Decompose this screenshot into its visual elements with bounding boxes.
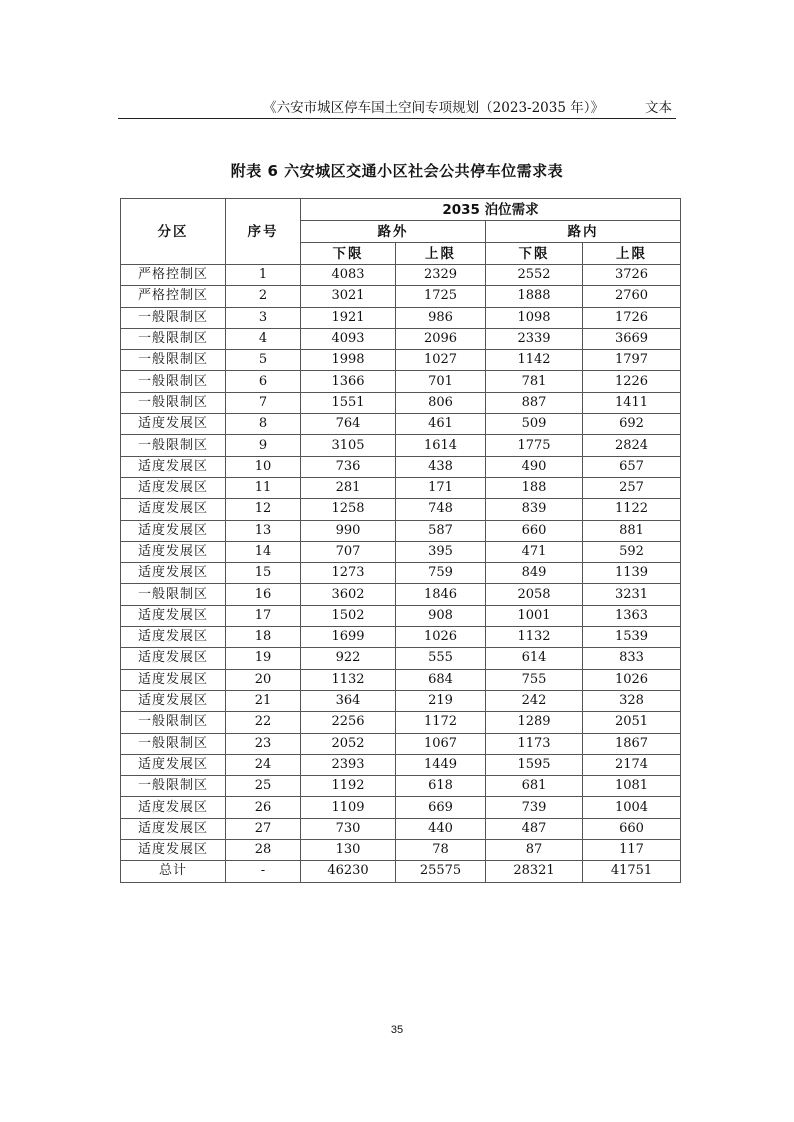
cell-offroad-lower: 3105 <box>301 435 396 456</box>
cell-onroad-lower: 1595 <box>486 754 583 775</box>
cell-index: 9 <box>226 435 301 456</box>
cell-zone: 适度发展区 <box>121 754 226 775</box>
cell-index: 13 <box>226 520 301 541</box>
cell-offroad-upper: 748 <box>396 499 486 520</box>
cell-zone: 适度发展区 <box>121 648 226 669</box>
cell-onroad-lower: 739 <box>486 797 583 818</box>
cell-index: 3 <box>226 307 301 328</box>
cell-zone: 适度发展区 <box>121 499 226 520</box>
page-number: 35 <box>390 1024 404 1036</box>
cell-zone: 一般限制区 <box>121 307 226 328</box>
cell-onroad-upper: 1539 <box>583 627 681 648</box>
cell-offroad-upper: 684 <box>396 669 486 690</box>
cell-zone: 严格控制区 <box>121 265 226 286</box>
cell-onroad-lower: 614 <box>486 648 583 669</box>
cell-offroad-upper: 1172 <box>396 712 486 733</box>
cell-offroad-lower: 3602 <box>301 584 396 605</box>
cell-zone: 一般限制区 <box>121 584 226 605</box>
cell-onroad-lower: 2339 <box>486 328 583 349</box>
cell-offroad-upper: 555 <box>396 648 486 669</box>
cell-offroad-upper: 1614 <box>396 435 486 456</box>
header-tag: 文本 <box>645 100 672 116</box>
header-offroad: 路外 <box>301 221 486 243</box>
cell-offroad-upper: 1067 <box>396 733 486 754</box>
cell-offroad-upper: 440 <box>396 818 486 839</box>
cell-offroad-upper: 219 <box>396 690 486 711</box>
table-row <box>121 265 681 286</box>
cell-zone: 一般限制区 <box>121 328 226 349</box>
cell-onroad-upper: 881 <box>583 520 681 541</box>
header-onroad-upper: 上限 <box>583 243 681 265</box>
cell-index: 2 <box>226 286 301 307</box>
cell-index: 14 <box>226 541 301 562</box>
cell-index: 24 <box>226 754 301 775</box>
cell-offroad-upper: 669 <box>396 797 486 818</box>
cell-offroad-lower: 1109 <box>301 797 396 818</box>
cell-onroad-lower: 1173 <box>486 733 583 754</box>
cell-onroad-lower: 839 <box>486 499 583 520</box>
cell-onroad-upper: 3669 <box>583 328 681 349</box>
cell-offroad-lower: 1192 <box>301 776 396 797</box>
total-label: 总计 <box>121 861 226 882</box>
cell-onroad-lower: 681 <box>486 776 583 797</box>
table-row <box>121 690 681 711</box>
cell-onroad-lower: 2552 <box>486 265 583 286</box>
cell-zone: 适度发展区 <box>121 563 226 584</box>
cell-offroad-lower: 1132 <box>301 669 396 690</box>
cell-zone: 适度发展区 <box>121 541 226 562</box>
cell-onroad-upper: 1026 <box>583 669 681 690</box>
cell-onroad-upper: 1797 <box>583 350 681 371</box>
cell-onroad-lower: 660 <box>486 520 583 541</box>
cell-zone: 适度发展区 <box>121 605 226 626</box>
cell-index: 23 <box>226 733 301 754</box>
cell-zone: 适度发展区 <box>121 840 226 861</box>
table-row <box>121 605 681 626</box>
cell-index: 6 <box>226 371 301 392</box>
cell-onroad-upper: 2824 <box>583 435 681 456</box>
cell-index: 16 <box>226 584 301 605</box>
cell-index: 12 <box>226 499 301 520</box>
cell-onroad-lower: 1098 <box>486 307 583 328</box>
header-zone: 分区 <box>121 199 226 265</box>
cell-index: 25 <box>226 776 301 797</box>
cell-onroad-lower: 1888 <box>486 286 583 307</box>
cell-offroad-lower: 4093 <box>301 328 396 349</box>
cell-onroad-upper: 1411 <box>583 392 681 413</box>
cell-onroad-lower: 1142 <box>486 350 583 371</box>
cell-onroad-lower: 887 <box>486 392 583 413</box>
table-row <box>121 797 681 818</box>
header-onroad-lower: 下限 <box>486 243 583 265</box>
cell-onroad-upper: 257 <box>583 477 681 498</box>
cell-onroad-lower: 1001 <box>486 605 583 626</box>
cell-offroad-lower: 1366 <box>301 371 396 392</box>
cell-index: 26 <box>226 797 301 818</box>
cell-zone: 适度发展区 <box>121 669 226 690</box>
cell-index: 20 <box>226 669 301 690</box>
cell-zone: 适度发展区 <box>121 818 226 839</box>
cell-onroad-lower: 509 <box>486 414 583 435</box>
cell-offroad-lower: 1273 <box>301 563 396 584</box>
header-offroad-lower: 下限 <box>301 243 396 265</box>
table-title: 附表 6 六安城区交通小区社会公共停车位需求表 <box>230 162 564 180</box>
cell-zone: 适度发展区 <box>121 520 226 541</box>
cell-onroad-upper: 3231 <box>583 584 681 605</box>
cell-offroad-lower: 990 <box>301 520 396 541</box>
cell-zone: 一般限制区 <box>121 733 226 754</box>
cell-onroad-lower: 1289 <box>486 712 583 733</box>
cell-onroad-lower: 242 <box>486 690 583 711</box>
cell-offroad-lower: 130 <box>301 840 396 861</box>
cell-zone: 适度发展区 <box>121 627 226 648</box>
cell-index: 18 <box>226 627 301 648</box>
cell-offroad-upper: 1725 <box>396 286 486 307</box>
total-row <box>121 861 681 882</box>
cell-offroad-upper: 1846 <box>396 584 486 605</box>
cell-onroad-upper: 592 <box>583 541 681 562</box>
cell-onroad-upper: 2051 <box>583 712 681 733</box>
cell-offroad-lower: 364 <box>301 690 396 711</box>
table-row <box>121 754 681 775</box>
cell-zone: 严格控制区 <box>121 286 226 307</box>
page-header <box>118 92 676 119</box>
cell-index: 1 <box>226 265 301 286</box>
total-cell-onroad-upper: 41751 <box>583 861 681 882</box>
cell-onroad-upper: 1122 <box>583 499 681 520</box>
table-row <box>121 435 681 456</box>
cell-index: 15 <box>226 563 301 584</box>
cell-onroad-lower: 487 <box>486 818 583 839</box>
cell-onroad-lower: 1132 <box>486 627 583 648</box>
cell-zone: 一般限制区 <box>121 712 226 733</box>
cell-offroad-lower: 1699 <box>301 627 396 648</box>
total-cell-onroad-lower: 28321 <box>486 861 583 882</box>
header-offroad-upper: 上限 <box>396 243 486 265</box>
cell-zone: 适度发展区 <box>121 414 226 435</box>
table-row <box>121 733 681 754</box>
cell-offroad-lower: 1921 <box>301 307 396 328</box>
header-2035-demand: 2035 泊位需求 <box>301 199 681 221</box>
cell-index: 22 <box>226 712 301 733</box>
header-title: 《六安市城区停车国土空间专项规划（2023-2035 年）》 <box>263 100 604 116</box>
table-row <box>121 818 681 839</box>
table-row <box>121 541 681 562</box>
table-row <box>121 520 681 541</box>
cell-index: 28 <box>226 840 301 861</box>
table-row <box>121 371 681 392</box>
cell-onroad-lower: 849 <box>486 563 583 584</box>
table-row <box>121 350 681 371</box>
cell-zone: 一般限制区 <box>121 371 226 392</box>
cell-zone: 一般限制区 <box>121 392 226 413</box>
cell-onroad-upper: 2760 <box>583 286 681 307</box>
cell-onroad-upper: 1226 <box>583 371 681 392</box>
total-cell-index: - <box>226 861 301 882</box>
total-cell-offroad-lower: 46230 <box>301 861 396 882</box>
cell-offroad-upper: 395 <box>396 541 486 562</box>
cell-offroad-upper: 806 <box>396 392 486 413</box>
cell-offroad-upper: 1026 <box>396 627 486 648</box>
cell-offroad-lower: 736 <box>301 456 396 477</box>
cell-index: 8 <box>226 414 301 435</box>
cell-offroad-upper: 908 <box>396 605 486 626</box>
cell-offroad-upper: 1449 <box>396 754 486 775</box>
cell-onroad-upper: 1004 <box>583 797 681 818</box>
cell-onroad-lower: 188 <box>486 477 583 498</box>
cell-zone: 一般限制区 <box>121 350 226 371</box>
table-row <box>121 414 681 435</box>
table-head <box>121 199 681 265</box>
cell-offroad-lower: 764 <box>301 414 396 435</box>
cell-zone: 适度发展区 <box>121 797 226 818</box>
cell-offroad-upper: 701 <box>396 371 486 392</box>
cell-offroad-upper: 171 <box>396 477 486 498</box>
cell-offroad-lower: 1502 <box>301 605 396 626</box>
parking-demand-table <box>120 198 681 883</box>
total-cell-offroad-upper: 25575 <box>396 861 486 882</box>
cell-offroad-lower: 2393 <box>301 754 396 775</box>
table-row <box>121 477 681 498</box>
table-body <box>121 265 681 883</box>
cell-offroad-upper: 759 <box>396 563 486 584</box>
table-row <box>121 499 681 520</box>
table-row <box>121 648 681 669</box>
table-row <box>121 456 681 477</box>
cell-offroad-upper: 587 <box>396 520 486 541</box>
cell-onroad-upper: 660 <box>583 818 681 839</box>
cell-onroad-lower: 781 <box>486 371 583 392</box>
table-row <box>121 392 681 413</box>
cell-offroad-lower: 3021 <box>301 286 396 307</box>
cell-offroad-lower: 281 <box>301 477 396 498</box>
cell-offroad-lower: 2052 <box>301 733 396 754</box>
cell-onroad-upper: 1139 <box>583 563 681 584</box>
cell-offroad-lower: 730 <box>301 818 396 839</box>
cell-onroad-lower: 1775 <box>486 435 583 456</box>
table-row <box>121 776 681 797</box>
cell-onroad-lower: 87 <box>486 840 583 861</box>
cell-onroad-upper: 2174 <box>583 754 681 775</box>
header-onroad: 路内 <box>486 221 681 243</box>
cell-zone: 一般限制区 <box>121 435 226 456</box>
table-row <box>121 286 681 307</box>
table-row <box>121 840 681 861</box>
cell-index: 5 <box>226 350 301 371</box>
cell-offroad-lower: 1998 <box>301 350 396 371</box>
cell-onroad-upper: 1363 <box>583 605 681 626</box>
cell-offroad-upper: 2329 <box>396 265 486 286</box>
table-row <box>121 328 681 349</box>
cell-index: 4 <box>226 328 301 349</box>
cell-zone: 一般限制区 <box>121 776 226 797</box>
cell-offroad-lower: 707 <box>301 541 396 562</box>
cell-offroad-upper: 461 <box>396 414 486 435</box>
cell-offroad-upper: 2096 <box>396 328 486 349</box>
cell-offroad-lower: 4083 <box>301 265 396 286</box>
cell-onroad-upper: 117 <box>583 840 681 861</box>
cell-onroad-upper: 692 <box>583 414 681 435</box>
cell-index: 11 <box>226 477 301 498</box>
cell-onroad-lower: 755 <box>486 669 583 690</box>
cell-index: 10 <box>226 456 301 477</box>
cell-onroad-lower: 2058 <box>486 584 583 605</box>
cell-zone: 适度发展区 <box>121 690 226 711</box>
cell-zone: 适度发展区 <box>121 477 226 498</box>
table-row <box>121 307 681 328</box>
cell-onroad-upper: 1726 <box>583 307 681 328</box>
cell-offroad-upper: 78 <box>396 840 486 861</box>
cell-index: 19 <box>226 648 301 669</box>
cell-offroad-upper: 1027 <box>396 350 486 371</box>
table-row <box>121 563 681 584</box>
cell-offroad-upper: 438 <box>396 456 486 477</box>
cell-offroad-lower: 2256 <box>301 712 396 733</box>
cell-onroad-upper: 657 <box>583 456 681 477</box>
cell-onroad-lower: 471 <box>486 541 583 562</box>
cell-index: 7 <box>226 392 301 413</box>
cell-offroad-lower: 1258 <box>301 499 396 520</box>
cell-index: 21 <box>226 690 301 711</box>
cell-onroad-upper: 3726 <box>583 265 681 286</box>
cell-onroad-upper: 833 <box>583 648 681 669</box>
table-row <box>121 627 681 648</box>
cell-offroad-lower: 922 <box>301 648 396 669</box>
cell-index: 17 <box>226 605 301 626</box>
cell-onroad-lower: 490 <box>486 456 583 477</box>
table-row <box>121 669 681 690</box>
cell-offroad-upper: 618 <box>396 776 486 797</box>
header-index: 序号 <box>226 199 301 265</box>
cell-onroad-upper: 1081 <box>583 776 681 797</box>
table-row <box>121 584 681 605</box>
cell-onroad-upper: 1867 <box>583 733 681 754</box>
cell-zone: 适度发展区 <box>121 456 226 477</box>
cell-index: 27 <box>226 818 301 839</box>
table-row <box>121 712 681 733</box>
cell-offroad-lower: 1551 <box>301 392 396 413</box>
cell-offroad-upper: 986 <box>396 307 486 328</box>
cell-onroad-upper: 328 <box>583 690 681 711</box>
